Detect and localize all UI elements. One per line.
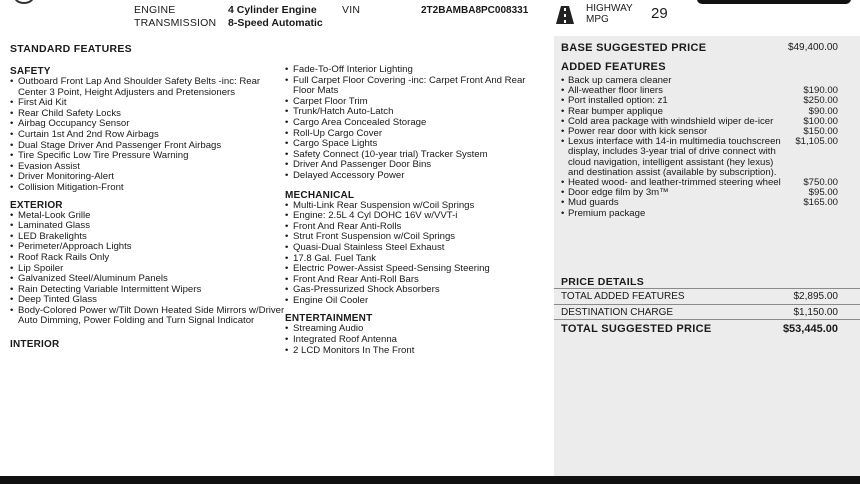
base-price-value: $49,400.00	[787, 42, 838, 53]
added-feature-amount: $165.00	[803, 197, 838, 209]
base-price-row	[561, 42, 838, 54]
entertainment-list	[285, 324, 547, 356]
feature-item: • Strut Front Suspension w/Coil Springs	[285, 232, 547, 243]
brand-logo	[14, 0, 34, 4]
feature-item: • Streaming Audio	[285, 324, 547, 335]
feature-item: • Outboard Front Lap And Shoulder Safety Belts -inc: Rear Center 3 Point, Height Adjusters and Pretensioners	[10, 77, 290, 98]
standard-features-column-2	[285, 65, 547, 356]
added-features-title: ADDED FEATURES	[561, 61, 666, 73]
divider	[554, 319, 860, 320]
feature-item: • Curtain 1st And 2nd Row Airbags	[10, 130, 290, 141]
added-feature-amount: $190.00	[803, 85, 838, 97]
price-details-heading-row	[561, 276, 838, 288]
added-feature-amount: $750.00	[803, 177, 838, 189]
feature-item: • Galvanized Steel/Aluminum Panels	[10, 274, 290, 285]
feature-item: • Engine: 2.5L 4 Cyl DOHC 16V w/VVT-i	[285, 211, 547, 222]
total-added-value: $2,895.00	[793, 291, 838, 302]
highway-mpg-value: 29	[651, 5, 668, 22]
engine-value: 4 Cylinder Engine	[228, 4, 317, 16]
feature-item: • Integrated Roof Antenna	[285, 335, 547, 346]
feature-item: • 17.8 Gal. Fuel Tank	[285, 254, 547, 265]
feature-item: • Dual Stage Driver And Passenger Front Airbags	[10, 141, 290, 152]
highway-road-icon	[556, 6, 574, 24]
feature-item: • Electric Power-Assist Speed-Sensing Steering	[285, 264, 547, 275]
feature-item: • Body-Colored Power w/Tilt Down Heated Side Mirrors w/Driver Auto Dimming, Power Folding and Turn Signal Indicator	[10, 306, 290, 327]
added-feature-description: • All-weather floor liners	[561, 86, 803, 96]
exterior-title: EXTERIOR	[10, 199, 63, 211]
feature-item: • Lip Spoiler	[10, 264, 290, 275]
added-feature-description: • Cold area package with windshield wiper de-icer	[561, 117, 803, 127]
feature-item: • Front And Rear Anti-Rolls	[285, 222, 547, 233]
feature-item: • Front And Rear Anti-Roll Bars	[285, 275, 547, 286]
feature-item: • Fade-To-Off Interior Lighting	[285, 65, 547, 76]
feature-item: • Metal-Look Grille	[10, 211, 290, 222]
highway-mpg-label: HIGHWAY MPG	[586, 3, 633, 25]
feature-item: • Quasi-Dual Stainless Steel Exhaust	[285, 243, 547, 254]
vehicle-spec-strip	[0, 0, 860, 36]
feature-item: • Delayed Accessory Power	[285, 171, 547, 182]
destination-row	[561, 307, 838, 318]
feature-item: • Roof Rack Rails Only	[10, 253, 290, 264]
destination-label: DESTINATION CHARGE	[561, 307, 674, 318]
added-feature-item	[561, 209, 838, 219]
feature-item: • Roll-Up Cargo Cover	[285, 129, 547, 140]
total-suggested-value: $53,445.00	[782, 323, 838, 335]
header-black-box	[697, 0, 851, 4]
total-suggested-label: TOTAL SUGGESTED PRICE	[561, 323, 712, 335]
added-feature-amount: $1,105.00	[795, 136, 838, 148]
added-feature-description: • Rear bumper applique	[561, 107, 809, 117]
total-added-row	[561, 291, 838, 302]
feature-item: • Cargo Space Lights	[285, 139, 547, 150]
mechanical-title: MECHANICAL	[285, 189, 355, 201]
added-feature-description: • Port installed option: z1	[561, 96, 803, 106]
base-price-label: BASE SUGGESTED PRICE	[561, 42, 707, 54]
added-features-list	[561, 76, 838, 219]
safety-list	[10, 77, 290, 194]
feature-item: • Carpet Floor Trim	[285, 97, 547, 108]
feature-item: • Full Carpet Floor Covering -inc: Carpet Front And Rear Floor Mats	[285, 76, 547, 97]
entertainment-title: ENTERTAINMENT	[285, 313, 373, 325]
standard-features-column-1	[10, 43, 290, 350]
added-feature-amount: $90.00	[808, 105, 838, 117]
added-features-heading-row	[561, 61, 838, 73]
feature-item: • Collision Mitigation-Front	[10, 183, 290, 194]
divider	[554, 288, 860, 289]
exterior-list	[10, 211, 290, 328]
feature-item: • Rain Detecting Variable Intermittent Wipers	[10, 285, 290, 296]
engine-label: ENGINE	[134, 4, 176, 16]
total-added-label: TOTAL ADDED FEATURES	[561, 291, 685, 302]
vin-value: 2T2BAMBA8PC008331	[421, 5, 529, 16]
transmission-value: 8-Speed Automatic	[228, 17, 323, 29]
added-feature-amount: $95.00	[808, 187, 838, 199]
interior-title: INTERIOR	[10, 339, 60, 351]
feature-item: • Cargo Area Concealed Storage	[285, 118, 547, 129]
feature-item: • Evasion Assist	[10, 162, 290, 173]
divider	[554, 304, 860, 305]
feature-item: • Deep Tinted Glass	[10, 295, 290, 306]
feature-item: • Gas-Pressurized Shock Absorbers	[285, 285, 547, 296]
feature-item: • Engine Oil Cooler	[285, 296, 547, 307]
bottom-bar	[0, 476, 860, 484]
added-feature-description: • Heated wood- and leather-trimmed steering wheel	[561, 178, 803, 188]
added-feature-description: • Premium package	[561, 209, 838, 219]
feature-item: • Safety Connect (10-year trial) Tracker System	[285, 150, 547, 161]
added-feature-item	[561, 137, 838, 178]
vin-label: VIN	[342, 4, 361, 16]
added-feature-amount: $100.00	[803, 115, 838, 127]
feature-item: • Perimeter/Approach Lights	[10, 242, 290, 253]
added-feature-description: • Power rear door with kick sensor	[561, 127, 803, 137]
feature-item: • Rear Child Safety Locks	[10, 109, 290, 120]
total-suggested-row	[561, 323, 838, 335]
price-details-title: PRICE DETAILS	[561, 276, 645, 288]
added-feature-description: • Lexus interface with 14-in multimedia touchscreen display, includes 3-year trial of drive connect with cloud navigation, intelligent assistant (hey lexus) and destination assist (available by subscription).	[561, 137, 795, 178]
destination-value: $1,150.00	[793, 307, 838, 318]
added-feature-description: • Back up camera cleaner	[561, 76, 838, 86]
pricing-panel	[554, 36, 860, 476]
interior-list	[285, 65, 547, 182]
standard-features-title: STANDARD FEATURES	[10, 43, 132, 55]
added-feature-amount: $250.00	[803, 95, 838, 107]
feature-item: • Laminated Glass	[10, 221, 290, 232]
added-feature-description: • Mud guards	[561, 198, 803, 208]
transmission-label: TRANSMISSION	[134, 17, 217, 29]
feature-item: • 2 LCD Monitors In The Front	[285, 346, 547, 357]
feature-item: • Multi-Link Rear Suspension w/Coil Springs	[285, 201, 547, 212]
safety-title: SAFETY	[10, 66, 51, 77]
feature-item: • Airbag Occupancy Sensor	[10, 119, 290, 130]
feature-item: • Trunk/Hatch Auto-Latch	[285, 107, 547, 118]
mechanical-list	[285, 201, 547, 307]
feature-item: • LED Brakelights	[10, 232, 290, 243]
feature-item: • First Aid Kit	[10, 98, 290, 109]
feature-item: • Driver And Passenger Door Bins	[285, 160, 547, 171]
feature-item: • Driver Monitoring-Alert	[10, 172, 290, 183]
added-feature-description: • Door edge film by 3m™	[561, 188, 809, 198]
added-feature-amount: $150.00	[803, 126, 838, 138]
feature-item: • Tire Specific Low Tire Pressure Warning	[10, 151, 290, 162]
